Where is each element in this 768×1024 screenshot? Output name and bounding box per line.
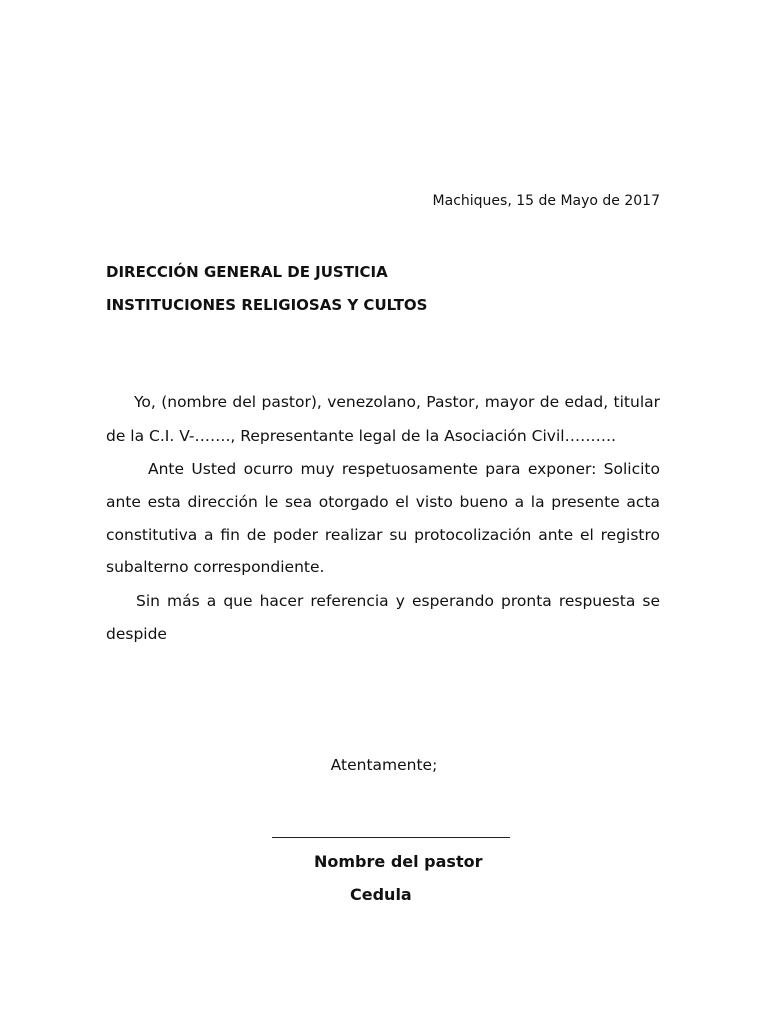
paragraph-3-line-2: despide xyxy=(106,625,167,643)
paragraph-1-line-1: Yo, (nombre del pastor), venezolano, Pastor, mayor de edad, titular xyxy=(134,393,660,411)
paragraph-2-line-4: subalterno correspondiente. xyxy=(106,558,325,576)
paragraph-2-line-1: Ante Usted ocurro muy respetuosamente para exponer: Solicito xyxy=(148,460,660,478)
paragraph-2-line-3: constitutiva a fin de poder realizar su protocolización ante el registro xyxy=(106,526,660,544)
paragraph-1-line-2: de la C.I. V-……., Representante legal de la Asociación Civil………. xyxy=(106,427,617,445)
closing-salutation: Atentamente; xyxy=(330,756,438,774)
signer-id-label: Cedula xyxy=(350,885,412,904)
paragraph-2-line-2: ante esta dirección le sea otorgado el visto bueno a la presente acta xyxy=(106,493,660,511)
recipient-line-1: DIRECCIÓN GENERAL DE JUSTICIA xyxy=(106,263,388,281)
recipient-line-2: INSTITUCIONES RELIGIOSAS Y CULTOS xyxy=(106,296,428,314)
signature-line xyxy=(272,837,510,838)
place-and-date: Machiques, 15 de Mayo de 2017 xyxy=(432,193,660,209)
paragraph-3-line-1: Sin más a que hacer referencia y esperando pronta respuesta se xyxy=(136,592,660,610)
signer-name: Nombre del pastor xyxy=(314,852,483,871)
